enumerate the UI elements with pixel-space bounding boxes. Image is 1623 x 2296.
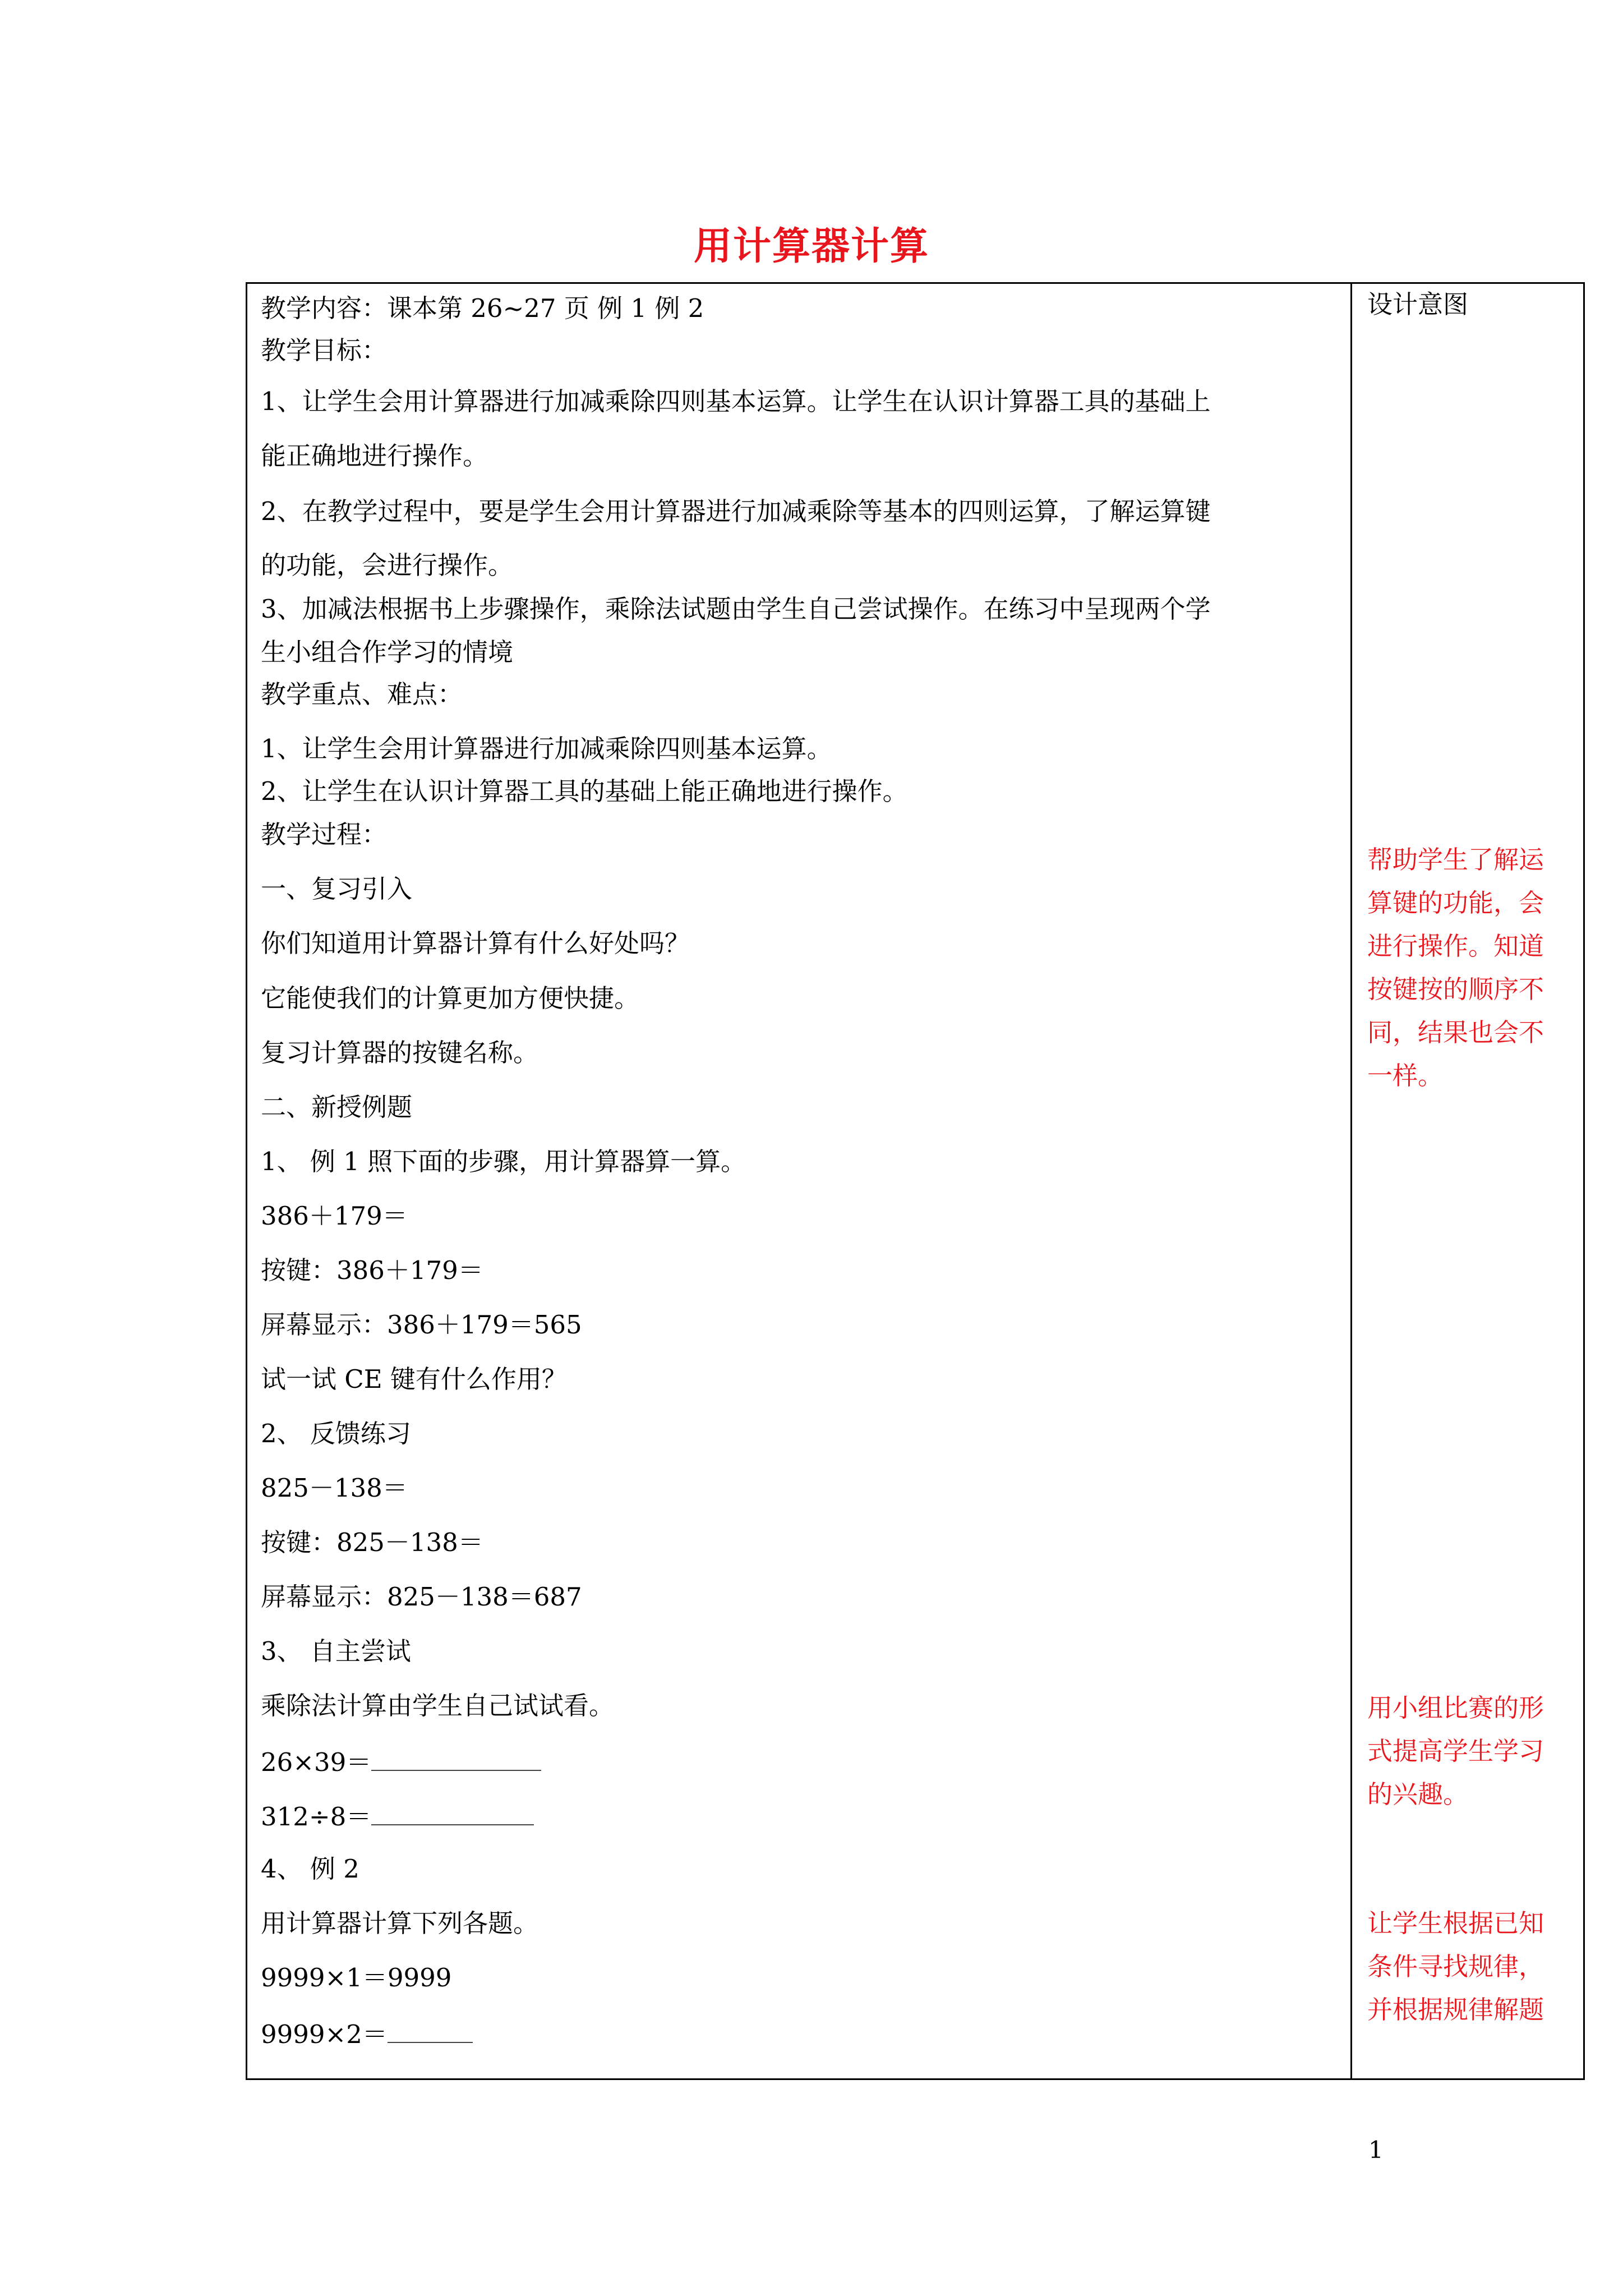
design-note-3 <box>1367 1902 1576 2031</box>
note-line: 条件寻找规律， <box>1367 1952 1544 1981</box>
example-1-keys: 按键：386＋179＝ <box>261 1255 483 1285</box>
note-line: 式提高学生学习 <box>1367 1736 1544 1766</box>
note-line: 并根据规律解题 <box>1367 1995 1544 2024</box>
note-line: 用小组比赛的形 <box>1367 1693 1544 1723</box>
note-line: 帮助学生了解运 <box>1367 845 1544 875</box>
key-point-2: 2、让学生在认识计算器工具的基础上能正确地进行操作。 <box>261 776 908 806</box>
exercise-multiply-text: 26×39＝ <box>261 1747 372 1777</box>
example-2-instruction: 用计算器计算下列各题。 <box>261 1908 539 1938</box>
page-number: 1 <box>1368 2136 1384 2164</box>
section-new: 二、新授例题 <box>261 1092 413 1122</box>
feedback-keys: 按键：825－138＝ <box>261 1527 483 1557</box>
note-line: 算键的功能，会 <box>1367 888 1544 918</box>
answer-blank <box>371 1747 541 1771</box>
example-1-expression: 386＋179＝ <box>261 1201 408 1231</box>
answer-blank <box>371 1802 534 1825</box>
exercise-divide <box>261 1802 534 1832</box>
review-answer: 它能使我们的计算更加方便快捷。 <box>261 983 640 1013</box>
teaching-content: 教学内容：课本第 26~27 页 例 1 例 2 <box>261 293 704 323</box>
example-1-heading: 1、 例 1 照下面的步骤，用计算器算一算。 <box>261 1147 746 1176</box>
key-points-heading: 教学重点、难点： <box>261 679 463 709</box>
exercise-multiply <box>261 1747 541 1775</box>
review-keys: 复习计算器的按键名称。 <box>261 1038 539 1068</box>
column-divider <box>1350 282 1352 2080</box>
review-question: 你们知道用计算器计算有什么好处吗？ <box>261 928 690 958</box>
document-title: 用计算器计算 <box>693 224 929 269</box>
answer-blank <box>388 2019 473 2043</box>
feedback-expression: 825－138＝ <box>261 1473 408 1503</box>
teaching-goals-heading: 教学目标： <box>261 335 388 365</box>
goal-3-line-2: 生小组合作学习的情境 <box>261 637 514 667</box>
key-point-1: 1、让学生会用计算器进行加减乘除四则基本运算。 <box>261 734 832 763</box>
note-line: 同，结果也会不 <box>1367 1018 1544 1047</box>
goal-2-line-1: 2、在教学过程中，要是学生会用计算器进行加减乘除等基本的四则运算，了解运算键 <box>261 496 1211 526</box>
feedback-display: 屏幕显示：825－138＝687 <box>261 1582 582 1612</box>
note-line: 按键按的顺序不 <box>1367 974 1544 1004</box>
design-note-2 <box>1367 1686 1576 1816</box>
example-2-line-2-text: 9999×2＝ <box>261 2019 388 2049</box>
example-2-line-1: 9999×1＝9999 <box>261 1963 452 1993</box>
design-intent-header: 设计意图 <box>1367 289 1469 319</box>
note-line: 让学生根据已知 <box>1367 1908 1544 1938</box>
note-line: 的兴趣。 <box>1367 1779 1469 1809</box>
self-try-heading: 3、 自主尝试 <box>261 1636 411 1666</box>
goal-2-line-2: 的功能，会进行操作。 <box>261 550 514 580</box>
section-review: 一、复习引入 <box>261 874 413 904</box>
process-heading: 教学过程： <box>261 820 388 849</box>
example-2-heading: 4、 例 2 <box>261 1854 359 1884</box>
exercise-divide-text: 312÷8＝ <box>261 1802 372 1832</box>
goal-3-line-1: 3、加减法根据书上步骤操作，乘除法试题由学生自己尝试操作。在练习中呈现两个学 <box>261 594 1211 624</box>
note-line: 一样。 <box>1367 1061 1444 1091</box>
goal-1-line-1: 1、让学生会用计算器进行加减乘除四则基本运算。让学生在认识计算器工具的基础上 <box>261 386 1211 416</box>
goal-1-line-2: 能正确地进行操作。 <box>261 441 488 471</box>
note-line: 进行操作。知道 <box>1367 931 1544 961</box>
self-try-instruction: 乘除法计算由学生自己试试看。 <box>261 1691 615 1720</box>
example-1-display: 屏幕显示：386＋179＝565 <box>261 1310 582 1340</box>
ce-key-question: 试一试 CE 键有什么作用？ <box>261 1364 567 1394</box>
design-note-1 <box>1367 838 1576 1097</box>
feedback-heading: 2、 反馈练习 <box>261 1419 411 1448</box>
example-2-line-2 <box>261 2019 473 2047</box>
